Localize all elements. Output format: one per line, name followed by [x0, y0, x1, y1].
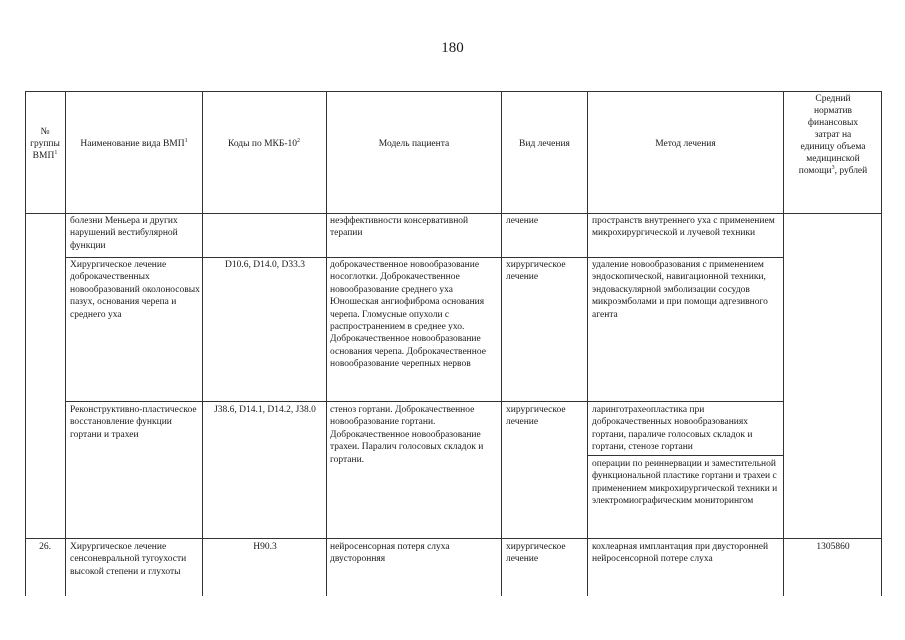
row4-group-no: 26. [39, 542, 51, 552]
row2-treatment-method: удаление новообразования с применением эндоскопической, навигационной техники, эндоваскулярной эмболизации сосудов микроэмболами и при помощи адгезивного агента [592, 260, 768, 320]
row-divider [65, 257, 784, 258]
page-number: 180 [441, 40, 464, 56]
row3-treatment-type: хирургическое лечение [506, 405, 566, 428]
header-patient-model: Модель пациента [378, 138, 450, 149]
row1-treatment-method: пространств внутреннего уха с применением микрохирургической и лучевой техники [592, 216, 775, 239]
header-icd-codes: Коды по МКБ-$10^2$ [227, 137, 301, 149]
column-divider [783, 91, 784, 596]
row3-icd-codes: J38.6, D14.1, D14.2, J38.0 [214, 405, 316, 415]
row1-vmp-name: болезни Меньера и других нарушений вестибулярной функции [70, 216, 178, 251]
row2-treatment-type: хирургическое лечение [506, 260, 566, 283]
row4-vmp-name: Хирургическое лечение сенсоневральной тугоухости высокой степени и глухоты [70, 542, 187, 577]
row1-treatment-type: лечение [506, 216, 539, 226]
row2-icd-codes: D10.6, D14.0, D33.3 [225, 260, 305, 270]
row-divider [65, 401, 784, 402]
row2-vmp-name: Хирургическое лечение доброкачественных новообразований околоносовых пазух, основания черепа и среднего уха [70, 260, 200, 320]
header-vmp-name: Наименование вида ВМП$^1$ [80, 137, 188, 149]
row3-vmp-name: Реконструктивно-пластическое восстановление функции гортани и трахеи [70, 405, 197, 440]
row-divider [587, 455, 784, 456]
row3-treatment-method-a: ларинготрахеопластика при доброкачественных новообразованиях гортани, параличе голосовых складок и гортани, стенозе гортани [592, 405, 753, 453]
header-treatment-method: Метод лечения [655, 138, 716, 149]
header-divider [25, 213, 882, 214]
header-group-no: № группы ВМП$^1$ [30, 126, 60, 161]
header-cost-norm: Средний норматив финансовых затрат на единицу объема медицинской помощи$^3$, рублей [798, 94, 868, 176]
row4-cost: 1305860 [816, 542, 850, 552]
table-border-right [881, 91, 882, 596]
vmp-table [25, 91, 882, 601]
column-divider [65, 91, 66, 596]
row1-patient-model: неэффективности консервативной терапии [330, 216, 469, 239]
row4-icd-codes: H90.3 [253, 542, 277, 552]
row4-treatment-method: кохлеарная имплантация при двусторонней нейросенсорной потере слуха [592, 542, 769, 565]
header-treatment-type: Вид лечения [519, 138, 570, 149]
row2-patient-model: доброкачественное новообразование носоглотки. Доброкачественное новообразование среднего уха Юношеская ангиофиброма основания черепа. Гломусные опухоли с распространением в среднее ухо. Доброкачественное новообразование основания черепа. Доброкачественное новообразование черепных нервов [330, 260, 486, 370]
row4-patient-model: нейросенсорная потеря слуха двусторонняя [330, 542, 450, 565]
row4-treatment-type: хирургическое лечение [506, 542, 566, 565]
row-divider [25, 538, 882, 539]
row3-treatment-method-b: операции по реиннервации и заместительной функциональной пластике гортани и трахеи с применением микрохирургической техники и электромиографическим мониторингом [592, 459, 778, 507]
row3-patient-model: стеноз гортани. Доброкачественное новообразование гортани. Доброкачественное новообразование трахеи. Паралич голосовых складок и гортани. [330, 405, 484, 465]
